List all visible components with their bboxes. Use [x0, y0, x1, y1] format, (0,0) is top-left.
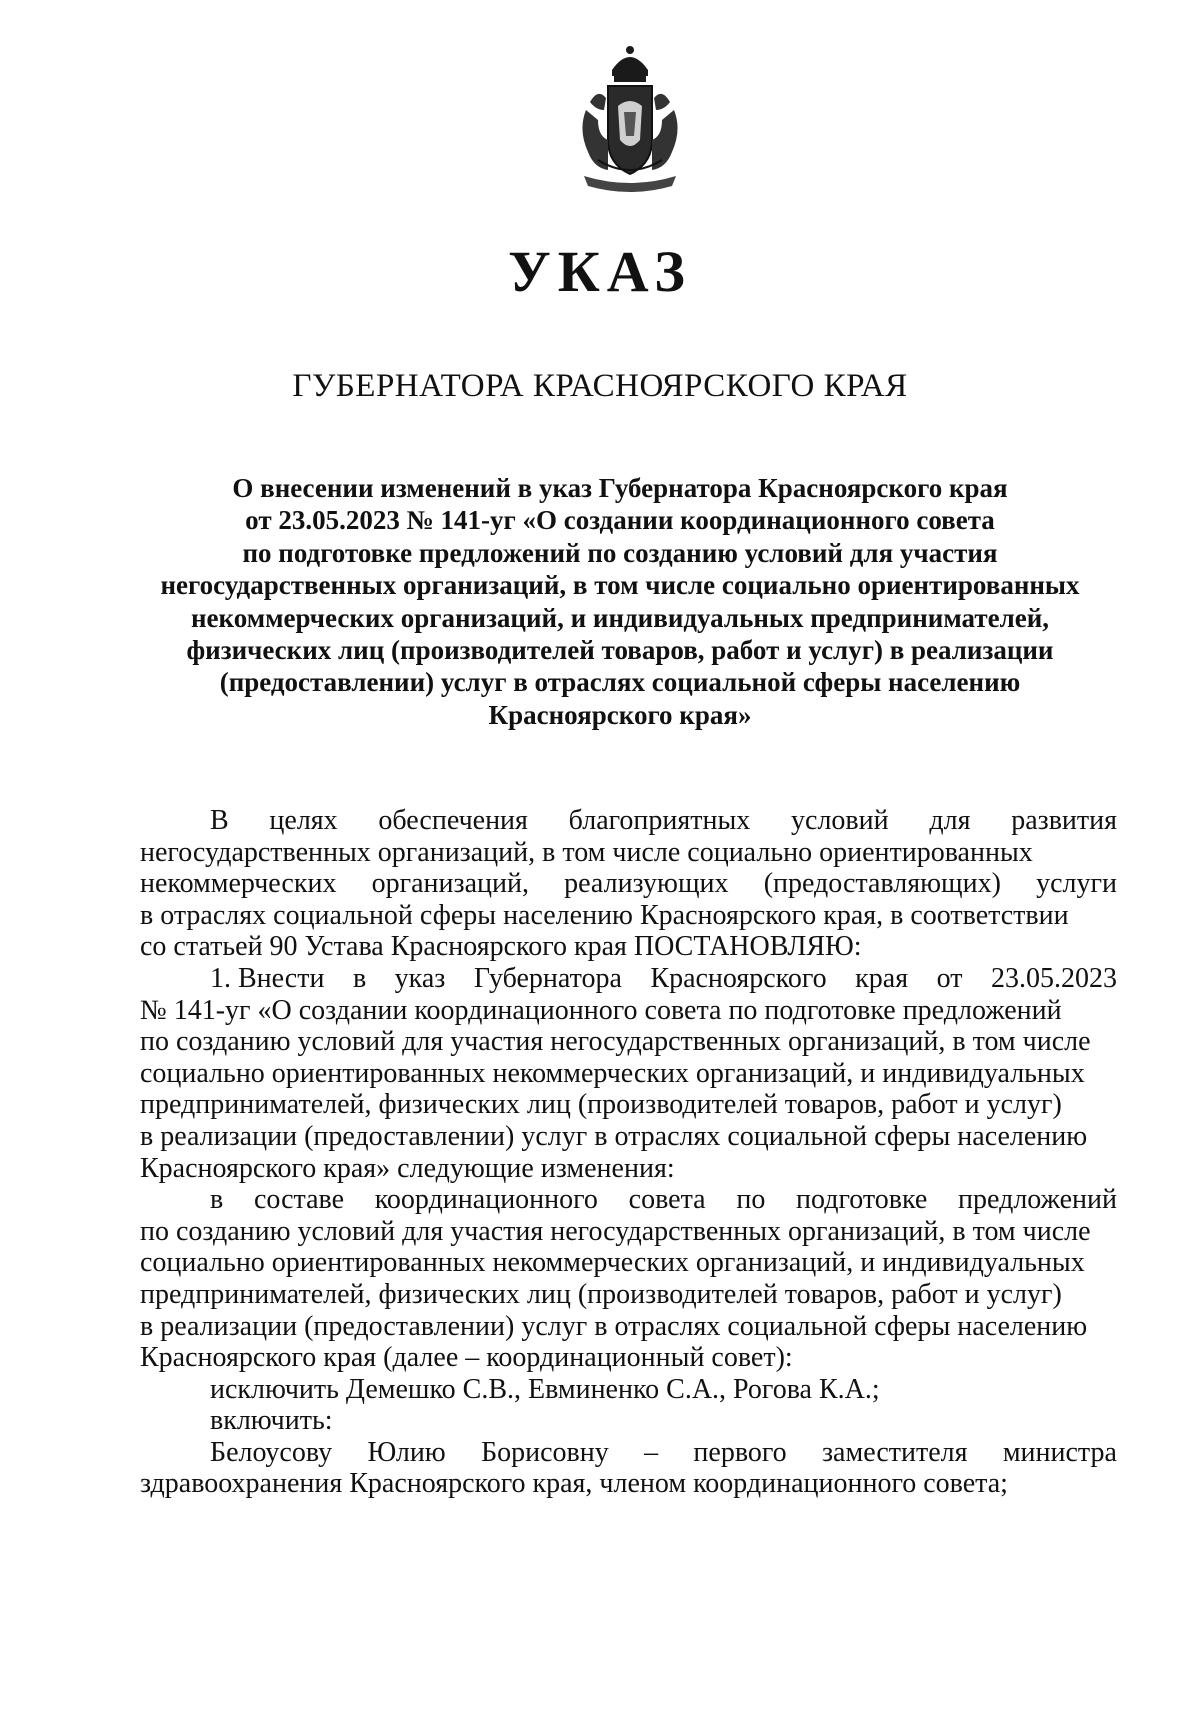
body-line-justified	[140, 868, 1117, 900]
word: края	[855, 962, 909, 994]
word: благоприятных	[568, 805, 751, 836]
body-line: в реализации (предоставлении) услуг в отраслях социальной сферы населению	[140, 1120, 1088, 1152]
coat-of-arms-icon	[568, 40, 692, 198]
word: развития	[1011, 805, 1117, 836]
body-line: предпринимателей, физических лиц (производителей товаров, работ и услуг)	[140, 1089, 1062, 1121]
body-line: социально ориентированных некоммерческих организаций, и индивидуальных	[140, 1057, 1085, 1089]
word: реализующих	[564, 868, 729, 900]
body-line-justified	[140, 805, 1117, 837]
word: Борисовну	[481, 1436, 609, 1468]
word: составе	[253, 1184, 345, 1216]
body-line: включить:	[210, 1405, 333, 1437]
body-line: № 141-уг «О создании координационного совета по подготовке предложений	[140, 994, 1062, 1026]
body-line-justified	[140, 1437, 1117, 1469]
body-line: здравоохранения Красноярского края, членом координационного совета;	[140, 1468, 1008, 1500]
body-line-justified	[140, 963, 1117, 995]
word: целях	[269, 805, 338, 836]
word: организаций,	[371, 868, 529, 900]
body-line: в реализации (предоставлении) услуг в отраслях социальной сферы населению	[140, 1310, 1088, 1342]
heading-line: Красноярского края»	[488, 699, 752, 730]
document-heading	[130, 472, 1110, 731]
word: В	[210, 805, 229, 836]
body-line: по созданию условий для участия негосударственных организаций, в том числе	[140, 1026, 1091, 1058]
word: Красноярского	[650, 962, 827, 994]
word: Губернатора	[473, 962, 622, 994]
body-line: социально ориентированных некоммерческих организаций, и индивидуальных	[140, 1247, 1085, 1279]
heading-line: от 23.05.2023 № 141-уг «О создании координационного совета	[245, 505, 995, 536]
body-line: Красноярского края» следующие изменения:	[140, 1152, 675, 1184]
heading-line: физических лиц (производителей товаров, работ и услуг) в реализации	[186, 635, 1054, 666]
word: предложений	[958, 1184, 1117, 1216]
word: обеспечения	[378, 805, 528, 836]
word: Белоусову	[210, 1436, 333, 1468]
heading-line: (предоставлении) услуг в отраслях социальной сферы населению	[219, 667, 1021, 698]
word: координационного	[374, 1184, 598, 1216]
word: совета	[628, 1184, 706, 1216]
word: заместителя	[821, 1436, 968, 1468]
document-title: УКАЗ	[508, 239, 692, 304]
body-line: исключить Демешко С.В., Евминенко С.А., Рогова К.А.;	[210, 1373, 880, 1405]
word: в	[352, 962, 367, 994]
body-line: со статьей 90 Устава Красноярского края ПОСТАНОВЛЯЮ:	[140, 931, 862, 963]
word: –	[644, 1436, 659, 1468]
document-body	[140, 805, 1117, 1500]
word: 1. Внести	[210, 962, 325, 994]
word: некоммерческих	[140, 868, 337, 900]
word: (предоставляющих)	[763, 868, 1001, 900]
word: первого	[693, 1436, 787, 1468]
body-line: предпринимателей, физических лиц (производителей товаров, работ и услуг)	[140, 1278, 1062, 1310]
word: от	[936, 962, 963, 994]
word: указ	[394, 962, 446, 994]
body-line: в отраслях социальной сферы населению Красноярского края, в соответствии	[140, 899, 1069, 931]
word: по	[736, 1184, 766, 1216]
body-line: по созданию условий для участия негосударственных организаций, в том числе	[140, 1215, 1091, 1247]
heading-line: некоммерческих организаций, и индивидуальных предпринимателей,	[190, 602, 1050, 633]
body-line: Красноярского края (далее – координационный совет):	[140, 1342, 793, 1374]
word: в	[210, 1184, 224, 1216]
heading-line: О внесении изменений в указ Губернатора Красноярского края	[232, 473, 1008, 503]
word: 23.05.2023	[990, 962, 1117, 994]
body-line: негосударственных организаций, в том числе социально ориентированных	[140, 836, 1033, 868]
word: Юлию	[367, 1436, 446, 1468]
body-line-justified	[140, 1184, 1117, 1216]
document-subtitle: ГУБЕРНАТОРА КРАСНОЯРСКОГО КРАЯ	[292, 368, 908, 404]
heading-line: по подготовке предложений по созданию условий для участия	[242, 537, 998, 568]
word: министра	[1002, 1436, 1117, 1468]
word: для	[929, 805, 971, 836]
word: услуги	[1036, 868, 1117, 900]
word: подготовке	[796, 1184, 928, 1216]
word: условий	[791, 805, 889, 836]
heading-line: негосударственных организаций, в том числе социально ориентированных	[160, 570, 1080, 601]
